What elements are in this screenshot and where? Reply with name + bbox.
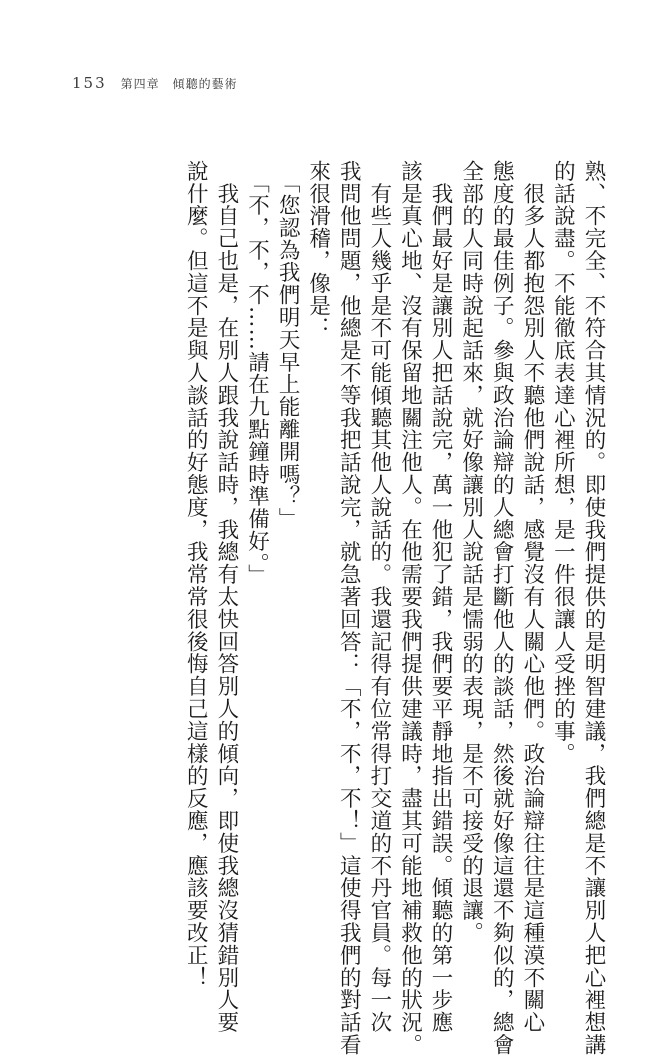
text-column-7: 該是真心地、沒有保留地關注他人。在他需要我們提供建議時，盡其可能地補救他的狀況。 <box>397 160 423 1056</box>
text-column-6: 我們最好是讓別人把話說完，萬一他犯了錯，我們要平靜地指出錯誤。傾聽的第一步應 <box>428 160 454 1034</box>
text-column-11: 「您認為我們明天早上能離開嗎？」 <box>275 160 301 531</box>
text-column-9: 我問他問題，他總是不等我把話說完，就急著回答：「不，不，不！」這使得我們的對話看 <box>336 160 362 1056</box>
page-header <box>72 74 238 92</box>
text-column-3: 很多人都抱怨別人不聽他們說話，感覺沒有人關心他們。政治論辯往往是這種漠不關心 <box>519 160 545 1034</box>
text-column-10: 來很滑稽，像是： <box>305 160 331 340</box>
text-column-13: 我自己也是，在別人跟我說話時，我總有太快回答別人的傾向，即使我總沒猜錯別人要 <box>213 160 239 1034</box>
chapter-title: 第四章 傾聽的藝術 <box>120 77 238 91</box>
text-column-4: 態度的最佳例子。參與政治論辯的人總會打斷他人的談話，然後就好像這還不夠似的，總會 <box>489 160 515 1056</box>
text-column-1: 熟、不完全、不符合其情況的。即使我們提供的是明智建議，我們總是不讓別人把心裡想講 <box>581 160 606 1056</box>
body-text <box>180 160 608 1056</box>
text-column-2: 的話說盡。不能徹底表達心裡所想，是一件很讓人受挫的事。 <box>550 160 576 765</box>
text-column-14: 說什麼。但這不是與人談話的好態度，我常常很後悔自己這樣的反應，應該要改正！ <box>183 160 209 989</box>
text-column-12: 「不，不，不……請在九點鐘時準備好。」 <box>244 160 270 587</box>
text-column-8: 有些人幾乎是不可能傾聽其他人說話的。我還記得有位常得打交道的不丹官員。每一次 <box>366 160 392 1034</box>
page-number: 153 <box>72 74 107 92</box>
text-column-5: 全部的人同時說起話來，就好像讓別人說話是懦弱的表現，是不可接受的退讓。 <box>458 160 484 944</box>
